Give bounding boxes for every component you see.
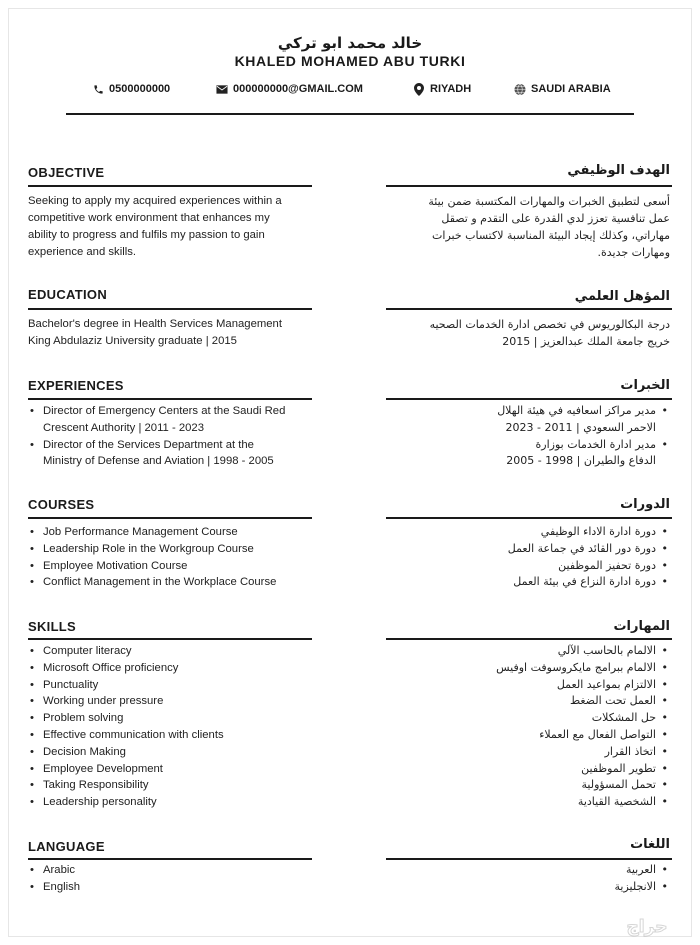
list-item: • Arabic <box>28 862 328 879</box>
courses-rule-en <box>28 517 312 519</box>
list-item: • Job Performance Management Course <box>28 524 328 541</box>
education-text-ar <box>380 316 670 350</box>
list-item: • Effective communication with clients <box>28 727 328 744</box>
list-item: • الالمام بالحاسب الآلي <box>370 643 670 660</box>
list-item: • Employee Development <box>28 761 328 778</box>
objective-rule-ar <box>386 185 672 187</box>
courses-title-en: COURSES <box>28 497 95 512</box>
experiences-title-ar: الخبرات <box>620 378 670 393</box>
text-line: • مدير مراكز اسعافيه في هيئة الهلال <box>497 404 656 417</box>
list-item: • دورة دور القائد في جماعة العمل <box>370 541 670 558</box>
objective-title-ar: الهدف الوظيفي <box>567 163 670 178</box>
list-item <box>28 437 328 471</box>
list-item: • دورة ادارة النزاع في بيئة العمل <box>370 574 670 591</box>
list-item: • الالمام ببرامج مايكروسوفت اوفيس <box>370 660 670 677</box>
list-item: • Conflict Management in the Workplace Course <box>28 574 328 591</box>
haraj-watermark-logo <box>608 913 686 939</box>
education-text-en <box>28 316 318 350</box>
objective-text-ar <box>380 193 670 261</box>
skills-rule-en <box>28 638 312 640</box>
contact-phone <box>92 83 170 95</box>
text-line: Seeking to apply my acquired experiences within a <box>28 195 282 207</box>
list-item: • حل المشكلات <box>370 710 670 727</box>
text-line: الاحمر السعودي | 2011 - 2023 <box>505 420 656 434</box>
list-item: • Employee Motivation Course <box>28 558 328 575</box>
envelope-icon <box>216 83 228 95</box>
list-item: • تطوير الموظفين <box>370 761 670 778</box>
email-address: 000000000@GMAIL.COM <box>233 83 363 95</box>
text-line: Ministry of Defense and Aviation | 1998 - 2005 <box>43 455 274 468</box>
courses-list-ar <box>370 524 670 591</box>
language-list-ar <box>370 862 670 896</box>
education-rule-en <box>28 308 312 310</box>
text-line: مهاراتي، وكذلك إيجاد البيئة المناسبة لاكتساب خبرات <box>432 229 670 242</box>
objective-text-en <box>28 193 318 261</box>
text-line: ومهارات جديدة. <box>597 246 670 259</box>
list-item: • دورة ادارة الاداء الوظيفي <box>370 524 670 541</box>
list-item: • العربية <box>370 862 670 879</box>
experiences-rule-en <box>28 398 312 400</box>
city-name: RIYADH <box>430 83 472 95</box>
text-line: Crescent Authority | 2011 - 2023 <box>43 421 204 434</box>
name-english: KHALED MOHAMED ABU TURKI <box>234 53 466 69</box>
language-title-ar: اللغات <box>630 837 670 852</box>
phone-number: 0500000000 <box>109 83 171 95</box>
list-item: • اتخاذ القرار <box>370 744 670 761</box>
text-line: خريج جامعة الملك عبدالعزيز | 2015 <box>502 335 670 348</box>
text-line: competitive work environment that enhances my <box>28 212 270 224</box>
contact-email <box>216 83 363 95</box>
list-item: • Leadership personality <box>28 794 328 811</box>
text-line: أسعى لتطبيق الخبرات والمهارات المكتسبة ضمن بيئة <box>428 195 670 208</box>
objective-rule-en <box>28 185 312 187</box>
globe-icon <box>514 83 526 95</box>
list-item: • Leadership Role in the Workgroup Course <box>28 541 328 558</box>
language-list-en <box>28 862 328 896</box>
education-title-ar: المؤهل العلمي <box>574 289 670 304</box>
list-item: • الانجليزية <box>370 879 670 896</box>
list-item: • Problem solving <box>28 710 328 727</box>
list-item <box>28 403 328 437</box>
watermark-text: حراج <box>626 917 668 937</box>
skills-list-ar <box>370 643 670 811</box>
text-line: • Director of the Services Department at the <box>43 438 254 451</box>
country-name: SAUDI ARABIA <box>531 83 611 95</box>
list-item <box>370 403 670 437</box>
experiences-list-en <box>28 403 328 470</box>
contact-country <box>514 83 611 95</box>
education-title-en: EDUCATION <box>28 287 108 302</box>
text-line: • Director of Emergency Centers at the Saudi Red <box>43 405 286 417</box>
list-item: • Taking Responsibility <box>28 777 328 794</box>
name-arabic: خالد محمد ابو تركي <box>277 34 423 52</box>
phone-icon <box>92 83 104 95</box>
list-item <box>370 437 670 471</box>
list-item: • Working under pressure <box>28 693 328 710</box>
skills-title-en: SKILLS <box>28 619 77 634</box>
language-title-en: LANGUAGE <box>28 839 105 854</box>
text-line: Bachelor's degree in Health Services Management <box>28 318 282 330</box>
list-item: • Computer literacy <box>28 643 328 660</box>
text-line: experience and skills. <box>28 246 137 258</box>
text-line: ability to progress and fulfils my passion to gain <box>28 229 265 241</box>
list-item: • Punctuality <box>28 677 328 694</box>
courses-list-en <box>28 524 328 591</box>
contact-city <box>413 83 471 95</box>
list-item: • تحمل المسؤولية <box>370 777 670 794</box>
courses-title-ar: الدورات <box>620 497 670 512</box>
text-line: الدفاع والطيران | 1998 - 2005 <box>506 454 656 468</box>
list-item: • دورة تحفيز الموظفين <box>370 558 670 575</box>
list-item: • English <box>28 879 328 896</box>
text-line: عمل تنافسية تعزز لدي القدرة على التقدم و تصقل <box>441 212 670 225</box>
text-line: درجة البكالوريوس في تخصص ادارة الخدمات الصحيه <box>429 318 670 331</box>
skills-title-ar: المهارات <box>613 619 670 634</box>
skills-list-en <box>28 643 328 811</box>
list-item: • Decision Making <box>28 744 328 761</box>
courses-rule-ar <box>386 517 672 519</box>
skills-rule-ar <box>386 638 672 640</box>
header-divider <box>66 113 634 115</box>
experiences-list-ar <box>370 403 670 470</box>
objective-title-en: OBJECTIVE <box>28 165 105 180</box>
list-item: • التواصل الفعال مع العملاء <box>370 727 670 744</box>
list-item: • Microsoft Office proficiency <box>28 660 328 677</box>
experiences-rule-ar <box>386 398 672 400</box>
text-line: King Abdulaziz University graduate | 2015 <box>28 335 237 347</box>
list-item: • الالتزام بمواعيد العمل <box>370 677 670 694</box>
education-rule-ar <box>386 308 672 310</box>
list-item: • الشخصية القيادية <box>370 794 670 811</box>
text-line: • مدير ادارة الخدمات بوزارة <box>535 437 656 451</box>
list-item: • العمل تحت الضغط <box>370 693 670 710</box>
language-rule-ar <box>386 858 672 860</box>
location-pin-icon <box>413 83 425 95</box>
experiences-title-en: EXPERIENCES <box>28 378 124 393</box>
language-rule-en <box>28 858 312 860</box>
